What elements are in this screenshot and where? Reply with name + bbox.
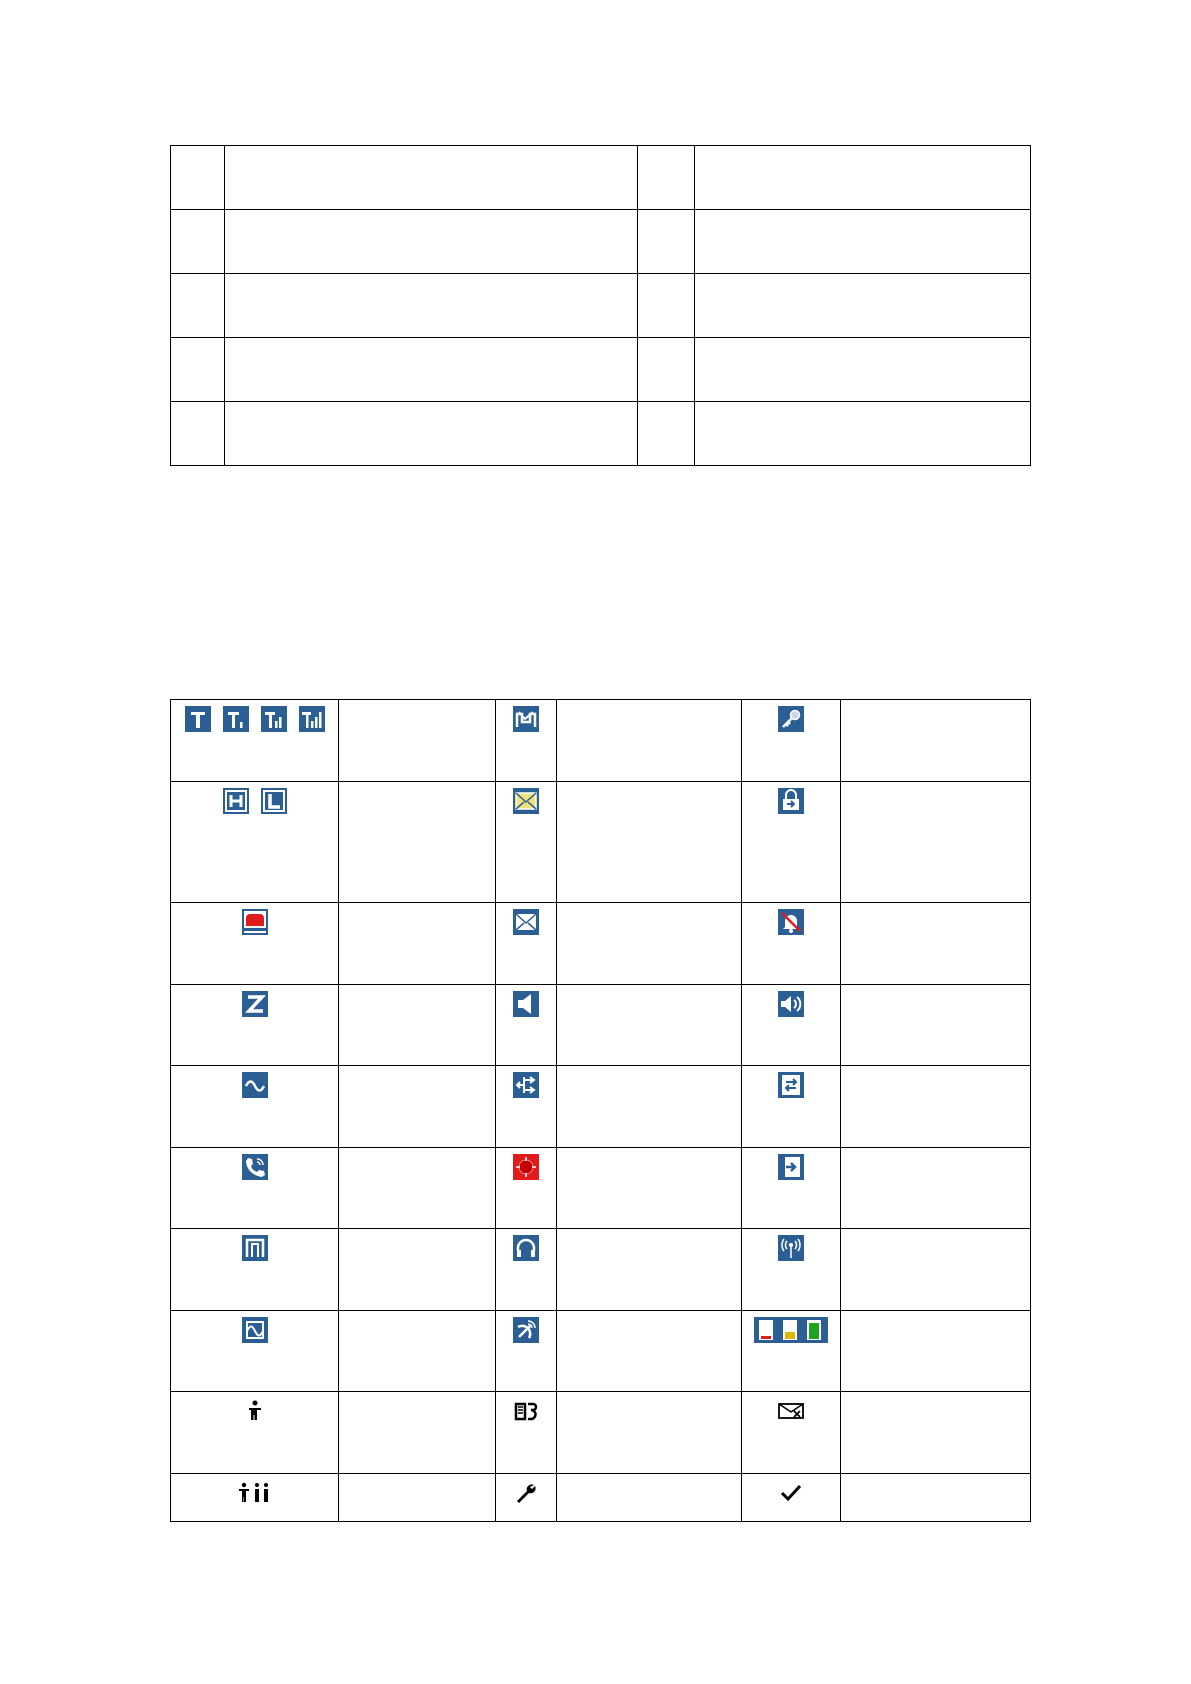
table-row	[171, 1474, 1031, 1522]
table-cell	[695, 146, 1031, 210]
table-row	[171, 1392, 1031, 1474]
icon-cell	[171, 903, 339, 985]
z-letter-icon	[242, 991, 268, 1017]
icon-cell	[171, 1229, 339, 1311]
description-cell	[339, 1229, 496, 1311]
table-cell	[225, 338, 638, 402]
description-cell	[841, 1311, 1031, 1392]
description-cell	[557, 1066, 742, 1148]
speaker-sound-icon	[778, 991, 804, 1017]
speaker-icon	[513, 991, 539, 1017]
table-cell	[638, 274, 695, 338]
table-row	[171, 700, 1031, 782]
description-cell	[841, 1474, 1031, 1522]
envelope-icon	[513, 909, 539, 935]
person-icon	[242, 1398, 268, 1424]
icon-cell	[742, 985, 841, 1066]
description-cell	[841, 903, 1031, 985]
description-cell	[557, 903, 742, 985]
description-cell	[339, 1474, 496, 1522]
antenna-icon	[778, 1235, 804, 1261]
battery-levels-icon	[754, 1317, 828, 1343]
h-letter-icon	[223, 788, 249, 814]
description-cell	[841, 1148, 1031, 1229]
icon-cell	[742, 700, 841, 782]
table-cell	[638, 402, 695, 466]
icon-cell	[496, 1392, 557, 1474]
icon-cell	[496, 1474, 557, 1522]
table-row	[171, 1229, 1031, 1311]
icon-cell	[171, 700, 339, 782]
icon-cell	[742, 1311, 841, 1392]
description-cell	[339, 985, 496, 1066]
icon-cell	[742, 903, 841, 985]
lock-icon	[778, 788, 804, 814]
icon-cell	[742, 782, 841, 903]
icon-cell	[496, 1066, 557, 1148]
signal-strength-2-icon	[223, 706, 249, 732]
icon-cell	[171, 1066, 339, 1148]
icon-cell	[171, 782, 339, 903]
pulse-icon	[242, 1235, 268, 1261]
wave-icon	[513, 706, 539, 732]
satellite-icon	[513, 1317, 539, 1343]
icon-cell	[171, 1148, 339, 1229]
description-cell	[841, 1392, 1031, 1474]
table-cell	[638, 338, 695, 402]
table-row	[171, 146, 1031, 210]
icon-cell	[171, 1311, 339, 1392]
icon-cell	[496, 1311, 557, 1392]
description-cell	[557, 1148, 742, 1229]
table-cell	[171, 402, 225, 466]
description-cell	[557, 1474, 742, 1522]
icon-cell	[496, 1229, 557, 1311]
table-cell	[225, 146, 638, 210]
table-row	[171, 1066, 1031, 1148]
table-cell	[695, 338, 1031, 402]
description-cell	[841, 700, 1031, 782]
icon-cell	[742, 1474, 841, 1522]
scan-wave-icon	[242, 1317, 268, 1343]
table-cell	[638, 146, 695, 210]
table-cell	[225, 274, 638, 338]
description-cell	[841, 1229, 1031, 1311]
phone-call-icon	[242, 1154, 268, 1180]
icon-cell	[171, 1392, 339, 1474]
table-cell	[225, 210, 638, 274]
envelope-x-icon	[778, 1398, 804, 1424]
icon-cell	[496, 700, 557, 782]
empty-grid-table	[170, 145, 1031, 466]
l-letter-icon	[261, 788, 287, 814]
icon-cell	[496, 903, 557, 985]
table-row	[171, 402, 1031, 466]
wrench-icon	[513, 1480, 539, 1506]
signal-strength-1-icon	[185, 706, 211, 732]
headset-icon	[513, 1235, 539, 1261]
table-row	[171, 985, 1031, 1066]
table-cell	[171, 210, 225, 274]
description-cell	[841, 1066, 1031, 1148]
description-cell	[557, 782, 742, 903]
description-cell	[557, 1311, 742, 1392]
description-cell	[339, 782, 496, 903]
checkmark-icon	[778, 1480, 804, 1506]
description-cell	[841, 782, 1031, 903]
exit-arrow-icon	[778, 1154, 804, 1180]
icon-cell	[171, 985, 339, 1066]
description-cell	[339, 903, 496, 985]
icon-cell	[496, 1148, 557, 1229]
description-cell	[557, 985, 742, 1066]
icon-legend-table	[170, 699, 1031, 1522]
table-cell	[171, 338, 225, 402]
icon-cell	[742, 1066, 841, 1148]
icon-cell	[496, 782, 557, 903]
description-cell	[339, 1148, 496, 1229]
icon-cell	[496, 985, 557, 1066]
signal-strength-4-icon	[299, 706, 325, 732]
table-cell	[695, 274, 1031, 338]
description-cell	[339, 1311, 496, 1392]
description-cell	[841, 985, 1031, 1066]
red-alarm-icon	[242, 909, 268, 935]
transfer-icon	[513, 1072, 539, 1098]
table-row	[171, 903, 1031, 985]
table-row	[171, 782, 1031, 903]
icon-cell	[742, 1392, 841, 1474]
key-icon	[778, 706, 804, 732]
description-cell	[339, 700, 496, 782]
envelope-yellow-icon	[513, 788, 539, 814]
description-cell	[557, 700, 742, 782]
description-cell	[557, 1392, 742, 1474]
table-cell	[171, 274, 225, 338]
sim-card-icon	[513, 1398, 539, 1424]
description-cell	[339, 1392, 496, 1474]
table-row	[171, 338, 1031, 402]
table-cell	[171, 146, 225, 210]
tilde-icon	[242, 1072, 268, 1098]
description-cell	[339, 1066, 496, 1148]
signal-strength-3-icon	[261, 706, 287, 732]
bell-off-icon	[778, 909, 804, 935]
icon-cell	[742, 1229, 841, 1311]
table-row	[171, 274, 1031, 338]
swap-icon	[778, 1072, 804, 1098]
icon-cell	[742, 1148, 841, 1229]
table-row	[171, 1311, 1031, 1392]
table-cell	[225, 402, 638, 466]
table-row	[171, 1148, 1031, 1229]
table-cell	[695, 402, 1031, 466]
table-row	[171, 210, 1031, 274]
table-cell	[638, 210, 695, 274]
table-cell	[695, 210, 1031, 274]
description-cell	[557, 1229, 742, 1311]
record-icon	[513, 1154, 539, 1180]
icon-cell	[171, 1474, 339, 1522]
group-icon	[238, 1480, 272, 1506]
